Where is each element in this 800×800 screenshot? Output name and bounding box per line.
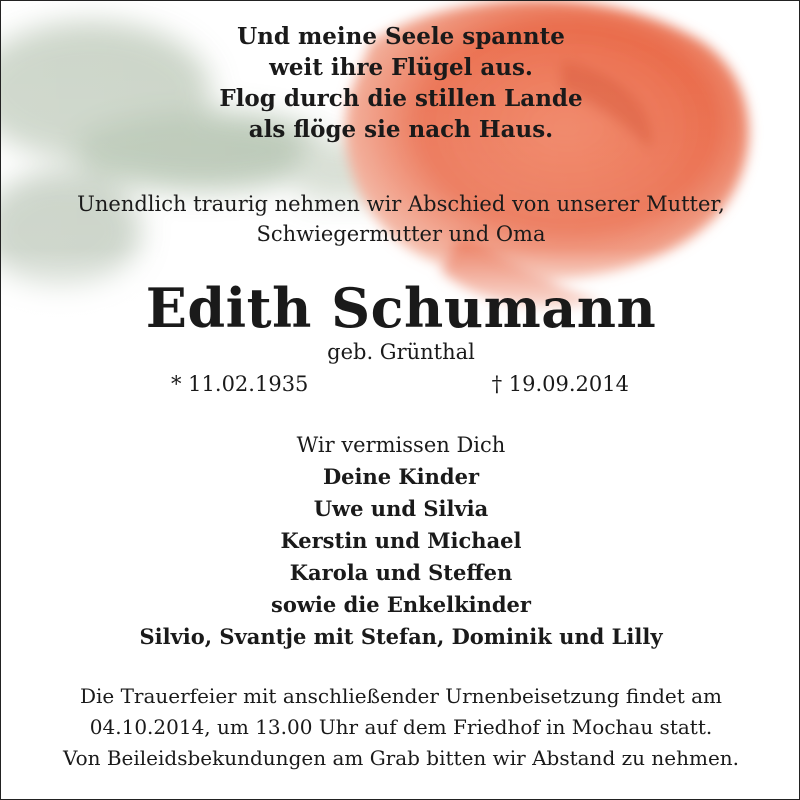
poem-line: Und meine Seele spannte <box>237 23 565 50</box>
notice-line: 04.10.2014, um 13.00 Uhr auf dem Friedhof in Mochau statt. <box>89 715 713 739</box>
funeral-notice <box>1 681 800 774</box>
mourners-line: Silvio, Svantje mit Stefan, Dominik und Lilly <box>139 624 663 649</box>
poem-line: Flog durch die stillen Lande <box>219 85 583 112</box>
birth-name: geb. Grünthal <box>327 340 475 364</box>
life-dates <box>1 369 800 399</box>
mourners-line: Karola und Steffen <box>289 560 513 585</box>
mourners-line: Deine Kinder <box>322 464 480 489</box>
notice-line: Von Beileidsbekundungen am Grab bitten wir Abstand zu nehmen. <box>62 746 740 770</box>
poem-line: weit ihre Flügel aus. <box>269 54 533 81</box>
death-date: † 19.09.2014 <box>491 372 629 396</box>
poem <box>1 21 800 145</box>
intro-line: Unendlich traurig nehmen wir Abschied von unserer Mutter, <box>77 192 725 216</box>
deceased-name: Edith Schumann <box>145 276 657 340</box>
intro-text <box>1 189 800 249</box>
birth-date: * 11.02.1935 <box>171 372 309 396</box>
mourners-line: Kerstin und Michael <box>280 528 522 553</box>
mourners-line: sowie die Enkelkinder <box>271 592 531 617</box>
mourners-list <box>1 429 800 653</box>
poem-line: als flöge sie nach Haus. <box>248 116 554 143</box>
notice-line: Die Trauerfeier mit anschließender Urnenbeisetzung findet am <box>79 684 723 708</box>
intro-line: Schwiegermutter und Oma <box>256 222 546 246</box>
mourners-line: Wir vermissen Dich <box>296 433 506 457</box>
mourners-line: Uwe und Silvia <box>313 496 489 521</box>
